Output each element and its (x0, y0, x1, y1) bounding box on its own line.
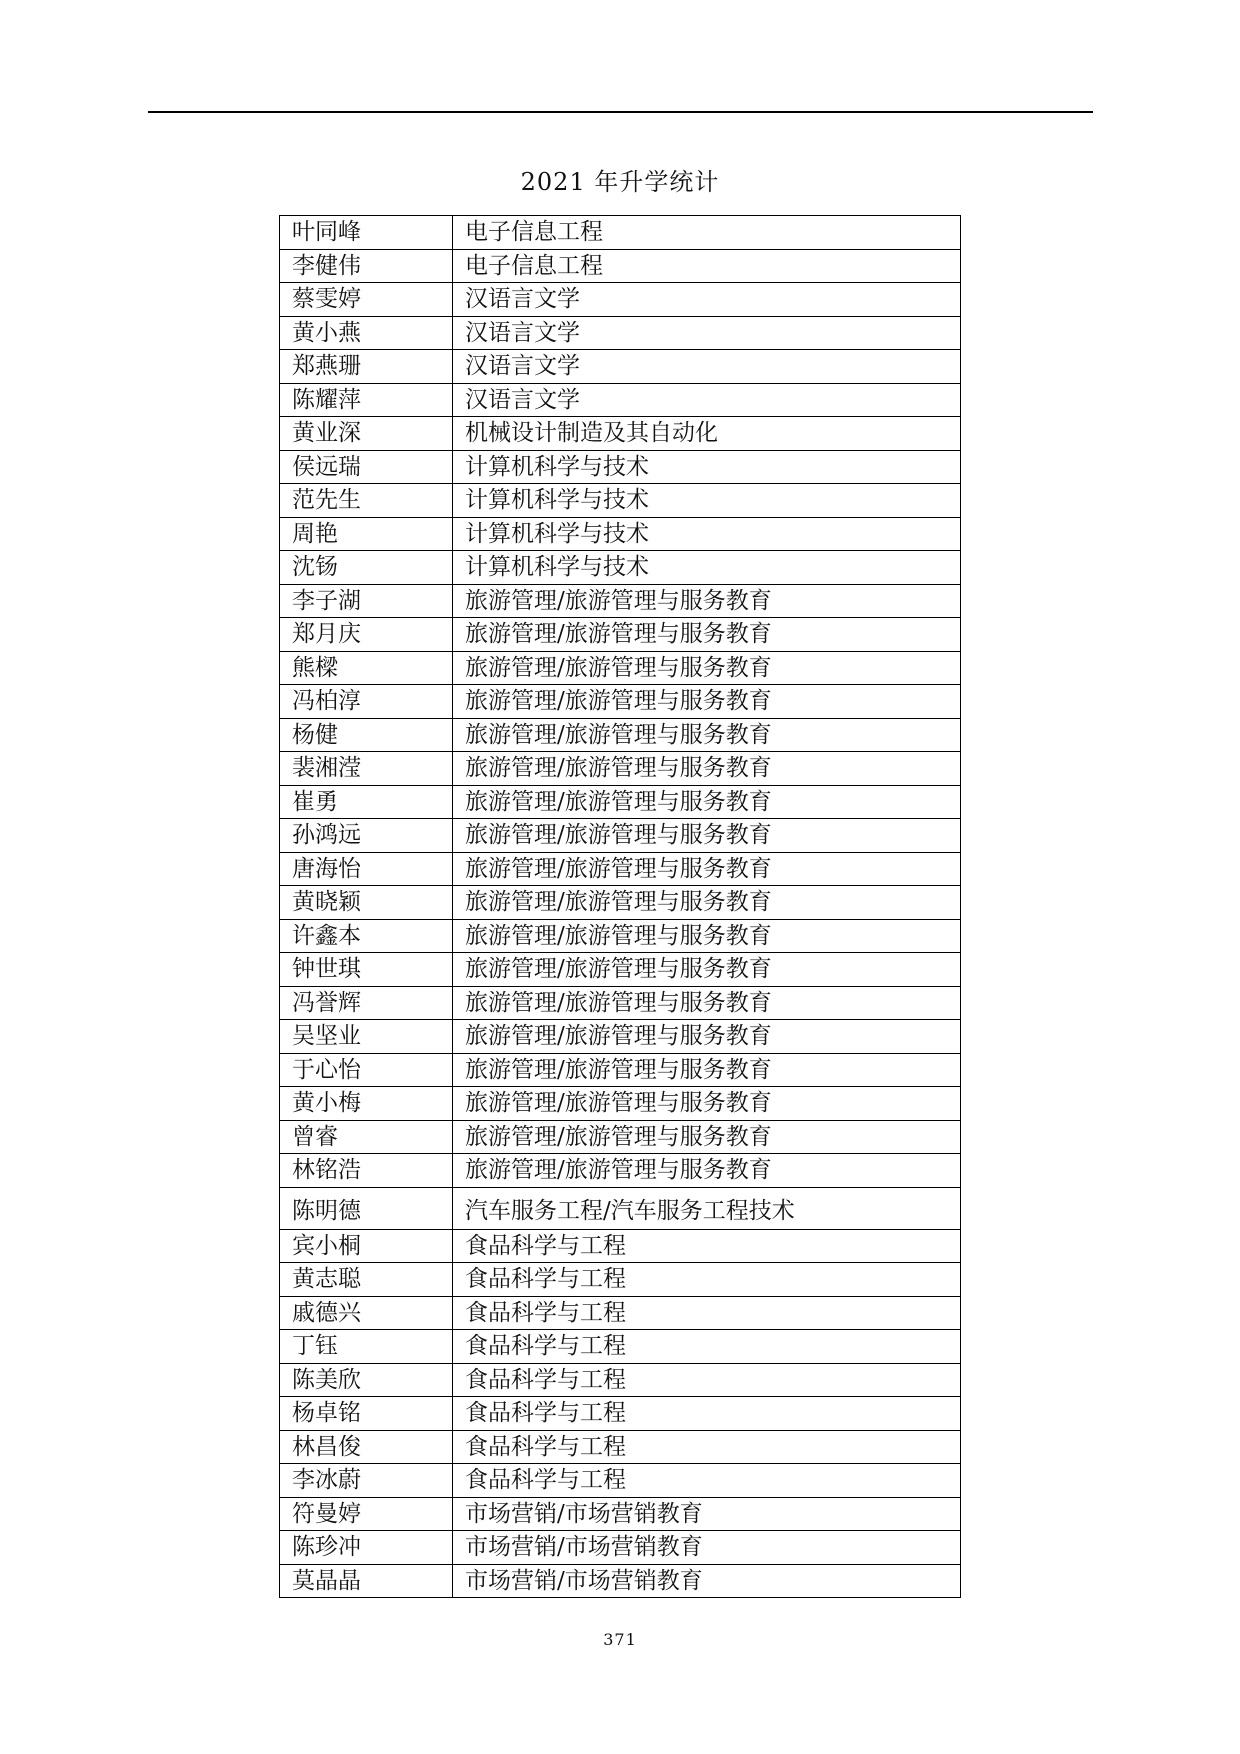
student-name-cell: 唐海怡 (280, 852, 453, 886)
admission-table-body (280, 216, 961, 1598)
table-row (280, 1531, 961, 1565)
major-cell: 旅游管理/旅游管理与服务教育 (453, 618, 961, 652)
major-cell: 食品科学与工程 (453, 1263, 961, 1297)
student-name-cell: 黄志聪 (280, 1263, 453, 1297)
student-name-cell: 侯远瑞 (280, 450, 453, 484)
major-cell: 计算机科学与技术 (453, 551, 961, 585)
major-cell: 市场营销/市场营销教育 (453, 1497, 961, 1531)
major-cell: 计算机科学与技术 (453, 484, 961, 518)
major-cell: 食品科学与工程 (453, 1430, 961, 1464)
table-row (280, 1397, 961, 1431)
table-row (280, 249, 961, 283)
major-cell: 旅游管理/旅游管理与服务教育 (453, 819, 961, 853)
table-row (280, 1087, 961, 1121)
table-row (280, 584, 961, 618)
table-row (280, 886, 961, 920)
student-name-cell: 莫晶晶 (280, 1564, 453, 1598)
admission-table (279, 215, 961, 1598)
student-name-cell: 陈明德 (280, 1187, 453, 1229)
student-name-cell: 叶同峰 (280, 216, 453, 250)
table-row (280, 651, 961, 685)
table-row (280, 450, 961, 484)
student-name-cell: 吴坚业 (280, 1020, 453, 1054)
table-row (280, 517, 961, 551)
student-name-cell: 符曼婷 (280, 1497, 453, 1531)
student-name-cell: 于心怡 (280, 1053, 453, 1087)
major-cell: 旅游管理/旅游管理与服务教育 (453, 1020, 961, 1054)
table-row (280, 551, 961, 585)
student-name-cell: 杨卓铭 (280, 1397, 453, 1431)
major-cell: 食品科学与工程 (453, 1464, 961, 1498)
major-cell: 旅游管理/旅游管理与服务教育 (453, 852, 961, 886)
major-cell: 汉语言文学 (453, 283, 961, 317)
student-name-cell: 戚德兴 (280, 1296, 453, 1330)
table-row (280, 216, 961, 250)
table-row (280, 953, 961, 987)
page-title: 2021 年升学统计 (520, 168, 720, 196)
major-cell: 电子信息工程 (453, 216, 961, 250)
major-cell: 旅游管理/旅游管理与服务教育 (453, 1120, 961, 1154)
student-name-cell: 许鑫本 (280, 919, 453, 953)
table-row (280, 383, 961, 417)
table-row (280, 350, 961, 384)
student-name-cell: 崔勇 (280, 785, 453, 819)
table-row (280, 718, 961, 752)
major-cell: 旅游管理/旅游管理与服务教育 (453, 1053, 961, 1087)
table-row (280, 1497, 961, 1531)
table-row (280, 316, 961, 350)
student-name-cell: 林昌俊 (280, 1430, 453, 1464)
major-cell: 旅游管理/旅游管理与服务教育 (453, 953, 961, 987)
table-row (280, 283, 961, 317)
student-name-cell: 宾小桐 (280, 1229, 453, 1263)
page-number: 371 (603, 1630, 637, 1649)
student-name-cell: 丁钰 (280, 1330, 453, 1364)
major-cell: 市场营销/市场营销教育 (453, 1531, 961, 1565)
table-row (280, 1120, 961, 1154)
major-cell: 旅游管理/旅游管理与服务教育 (453, 651, 961, 685)
table-row (280, 1187, 961, 1229)
student-name-cell: 孙鸿远 (280, 819, 453, 853)
student-name-cell: 郑燕珊 (280, 350, 453, 384)
major-cell: 食品科学与工程 (453, 1330, 961, 1364)
major-cell: 旅游管理/旅游管理与服务教育 (453, 752, 961, 786)
student-name-cell: 林铭浩 (280, 1154, 453, 1188)
major-cell: 市场营销/市场营销教育 (453, 1564, 961, 1598)
table-row (280, 986, 961, 1020)
major-cell: 旅游管理/旅游管理与服务教育 (453, 986, 961, 1020)
table-row (280, 1430, 961, 1464)
major-cell: 旅游管理/旅游管理与服务教育 (453, 685, 961, 719)
major-cell: 旅游管理/旅游管理与服务教育 (453, 718, 961, 752)
table-row (280, 1053, 961, 1087)
major-cell: 汽车服务工程/汽车服务工程技术 (453, 1187, 961, 1229)
table-row (280, 1330, 961, 1364)
student-name-cell: 黄业深 (280, 417, 453, 451)
major-cell: 旅游管理/旅游管理与服务教育 (453, 1154, 961, 1188)
table-row (280, 752, 961, 786)
student-name-cell: 黄小梅 (280, 1087, 453, 1121)
major-cell: 汉语言文学 (453, 316, 961, 350)
student-name-cell: 李冰蔚 (280, 1464, 453, 1498)
table-row (280, 417, 961, 451)
major-cell: 旅游管理/旅游管理与服务教育 (453, 919, 961, 953)
student-name-cell: 熊樑 (280, 651, 453, 685)
major-cell: 食品科学与工程 (453, 1296, 961, 1330)
table-row (280, 1564, 961, 1598)
table-row (280, 785, 961, 819)
student-name-cell: 钟世琪 (280, 953, 453, 987)
student-name-cell: 陈耀萍 (280, 383, 453, 417)
major-cell: 旅游管理/旅游管理与服务教育 (453, 785, 961, 819)
student-name-cell: 蔡雯婷 (280, 283, 453, 317)
table-row (280, 819, 961, 853)
student-name-cell: 李健伟 (280, 249, 453, 283)
student-name-cell: 李子湖 (280, 584, 453, 618)
student-name-cell: 冯誉辉 (280, 986, 453, 1020)
major-cell: 汉语言文学 (453, 350, 961, 384)
table-row (280, 685, 961, 719)
student-name-cell: 杨健 (280, 718, 453, 752)
student-name-cell: 范先生 (280, 484, 453, 518)
student-name-cell: 郑月庆 (280, 618, 453, 652)
table-row (280, 1020, 961, 1054)
major-cell: 旅游管理/旅游管理与服务教育 (453, 584, 961, 618)
major-cell: 食品科学与工程 (453, 1363, 961, 1397)
student-name-cell: 黄小燕 (280, 316, 453, 350)
major-cell: 食品科学与工程 (453, 1229, 961, 1263)
table-row (280, 1464, 961, 1498)
table-row (280, 618, 961, 652)
major-cell: 旅游管理/旅游管理与服务教育 (453, 886, 961, 920)
student-name-cell: 陈美欣 (280, 1363, 453, 1397)
major-cell: 旅游管理/旅游管理与服务教育 (453, 1087, 961, 1121)
major-cell: 计算机科学与技术 (453, 450, 961, 484)
table-row (280, 1154, 961, 1188)
student-name-cell: 沈钖 (280, 551, 453, 585)
student-name-cell: 冯柏淳 (280, 685, 453, 719)
student-name-cell: 裴湘滢 (280, 752, 453, 786)
table-row (280, 919, 961, 953)
header-rule (148, 111, 1093, 113)
table-row (280, 852, 961, 886)
table-row (280, 1296, 961, 1330)
table-row (280, 1263, 961, 1297)
major-cell: 电子信息工程 (453, 249, 961, 283)
major-cell: 机械设计制造及其自动化 (453, 417, 961, 451)
student-name-cell: 陈珍冲 (280, 1531, 453, 1565)
table-row (280, 484, 961, 518)
table-row (280, 1229, 961, 1263)
major-cell: 汉语言文学 (453, 383, 961, 417)
student-name-cell: 周艳 (280, 517, 453, 551)
student-name-cell: 黄晓颖 (280, 886, 453, 920)
major-cell: 计算机科学与技术 (453, 517, 961, 551)
student-name-cell: 曾睿 (280, 1120, 453, 1154)
table-row (280, 1363, 961, 1397)
major-cell: 食品科学与工程 (453, 1397, 961, 1431)
